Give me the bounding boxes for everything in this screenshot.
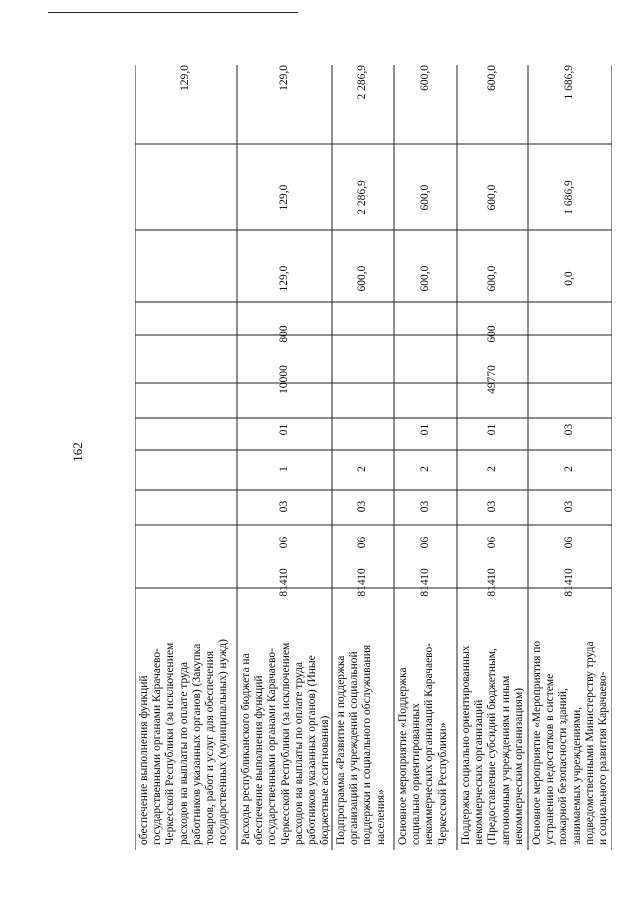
table-row: Расходы республиканского бюджета на обеспечение выполнения функций государственными органами Карачаево- Черкесской Республики (за исключением расходов на выплаты по оплате труда работников указанных органов) (Иные бюджетные ассигнования) 814 10 06 03 1 01 10000 800 129,0 129,0 129,0: [237, 65, 332, 850]
amount-year-1: 600,0: [356, 265, 369, 292]
amount-year-1: 129,0: [277, 265, 290, 292]
amount-year-3: 2 286,9: [356, 65, 369, 100]
table-row: Основное мероприятие «Мероприятия по устранению недостатков в системе пожарной безопасности зданий, занимаемых учреждениями, подведомственными Министерству труда и социального развития Карачаево- 814 10 06 03 2 03 0,0 1 686,9 1 686,9: [528, 65, 612, 850]
section-code: 10: [563, 568, 576, 580]
row-description: Основное мероприятие «Поддержка социально ориентированных некоммерческих организаций Карачаево- Черкесской Республики»: [397, 642, 449, 845]
subprogram-code: 2: [563, 466, 576, 472]
amount-year-2: 600,0: [485, 184, 498, 211]
section-code: [135, 560, 237, 588]
subprogram-code: [135, 450, 237, 488]
event-code: [135, 409, 237, 450]
row-description: Подпрограмма «Развитие и поддержка организаций и учреждений социальной поддержки и социального обслуживания населения»: [335, 644, 387, 845]
subsection-code: 06: [485, 536, 498, 549]
subsection-code: 06: [356, 536, 369, 549]
subprogram-code: 1: [277, 466, 290, 472]
event-code: 03: [563, 423, 576, 436]
section-code: 10: [277, 568, 290, 580]
direction-code: [332, 350, 394, 409]
program-code: 03: [418, 500, 431, 513]
event-code: 01: [418, 423, 431, 436]
direction-code: 10000: [277, 365, 290, 394]
section-code: 10: [418, 568, 431, 580]
table-row: [135, 65, 237, 850]
row-description: Расходы республиканского бюджета на обеспечение выполнения функций государственными органами Карачаево- Черкесской Республики (за исключением расходов на выплаты по оплате труда работников указанных органов) (Иные бюджетные ассигнования): [240, 642, 332, 845]
program-code: [135, 488, 237, 525]
direction-code: [394, 350, 457, 409]
subprogram-code: 2: [418, 466, 431, 472]
amount-year-3: 600,0: [418, 65, 431, 91]
program-code: 03: [356, 500, 369, 513]
amount-year-3: 129,0: [277, 65, 290, 91]
amount-year-1: 0,0: [563, 271, 576, 286]
amount-year-3: 1 686,9: [563, 65, 576, 100]
event-code: [332, 409, 394, 450]
subsection-code: 06: [418, 536, 431, 549]
subsection-code: 06: [277, 536, 290, 549]
expense-type-code: 800: [277, 325, 290, 343]
event-code: 01: [277, 423, 290, 436]
section-code: 10: [485, 568, 498, 580]
table-row: Основное мероприятие «Поддержка социально ориентированных некоммерческих организаций Карачаево- Черкесской Республики» 814 10 06 03 2 01 600,0 600,0 600,0: [394, 65, 457, 850]
table-row: Подпрограмма «Развитие и поддержка организаций и учреждений социальной поддержки и социального обслуживания населения» 814 10 06 03 2 600,0 2 286,9 2 286,9: [332, 65, 394, 850]
expense-type-code: [528, 318, 612, 350]
amount-year-2: 129,0: [277, 184, 290, 211]
subprogram-code: 2: [485, 466, 498, 472]
amount-year-3: 600,0: [485, 65, 498, 91]
amount-year-2: 1 686,9: [563, 180, 576, 215]
expense-type-code: [135, 318, 237, 350]
subsection-code: 06: [563, 536, 576, 549]
program-code: 03: [563, 500, 576, 513]
program-code: 03: [277, 500, 290, 513]
direction-code: [528, 350, 612, 409]
amount-year-3: 129,0: [179, 65, 192, 91]
expense-type-code: [332, 318, 394, 350]
expense-type-code: [394, 318, 457, 350]
expense-type-code: 600: [485, 325, 498, 343]
amount-year-2: [135, 156, 237, 239]
subprogram-code: 2: [356, 466, 369, 472]
section-code: 10: [356, 568, 369, 580]
subsection-code: [135, 525, 237, 560]
program-code: 03: [485, 500, 498, 513]
amount-year-2: 600,0: [418, 184, 431, 211]
amount-year-1: 600,0: [418, 265, 431, 292]
row-description: Поддержка социально ориентированных некоммерческих организаций (Предоставление субсидий бюджетным, автономным учреждениям и иным некоммерческим организациям): [460, 645, 525, 845]
row-description: Основное мероприятие «Мероприятия по устранению недостатков в системе пожарной безопасности зданий, занимаемых учреждениями, подведомственными Министерству труда и социального развития Карачаево-: [531, 640, 610, 845]
budget-table: [135, 65, 612, 850]
direction-code: [135, 350, 237, 409]
amount-year-1: [135, 239, 237, 318]
row-description: обеспечение выполнения функций государственными органами Карачаево- Черкесской Республики (за исключением расходов на выплаты по оплате труда работников указанных органов) (Закупка товаров, работ и услуг для обеспечения государственных (муниципальных) нужд): [138, 639, 230, 845]
page-number: 162: [70, 442, 85, 462]
table-row: Поддержка социально ориентированных некоммерческих организаций (Предоставление субсидий бюджетным, автономным учреждениям и иным некоммерческим организациям) 814 10 06 03 2 01 49770 600 600,0 600,0 600,0: [457, 65, 528, 850]
amount-year-2: 2 286,9: [356, 180, 369, 215]
event-code: 01: [485, 423, 498, 436]
header-rule: [48, 12, 298, 13]
amount-year-1: 600,0: [485, 265, 498, 292]
rotated-table-body: [135, 65, 612, 850]
direction-code: 49770: [485, 365, 498, 394]
